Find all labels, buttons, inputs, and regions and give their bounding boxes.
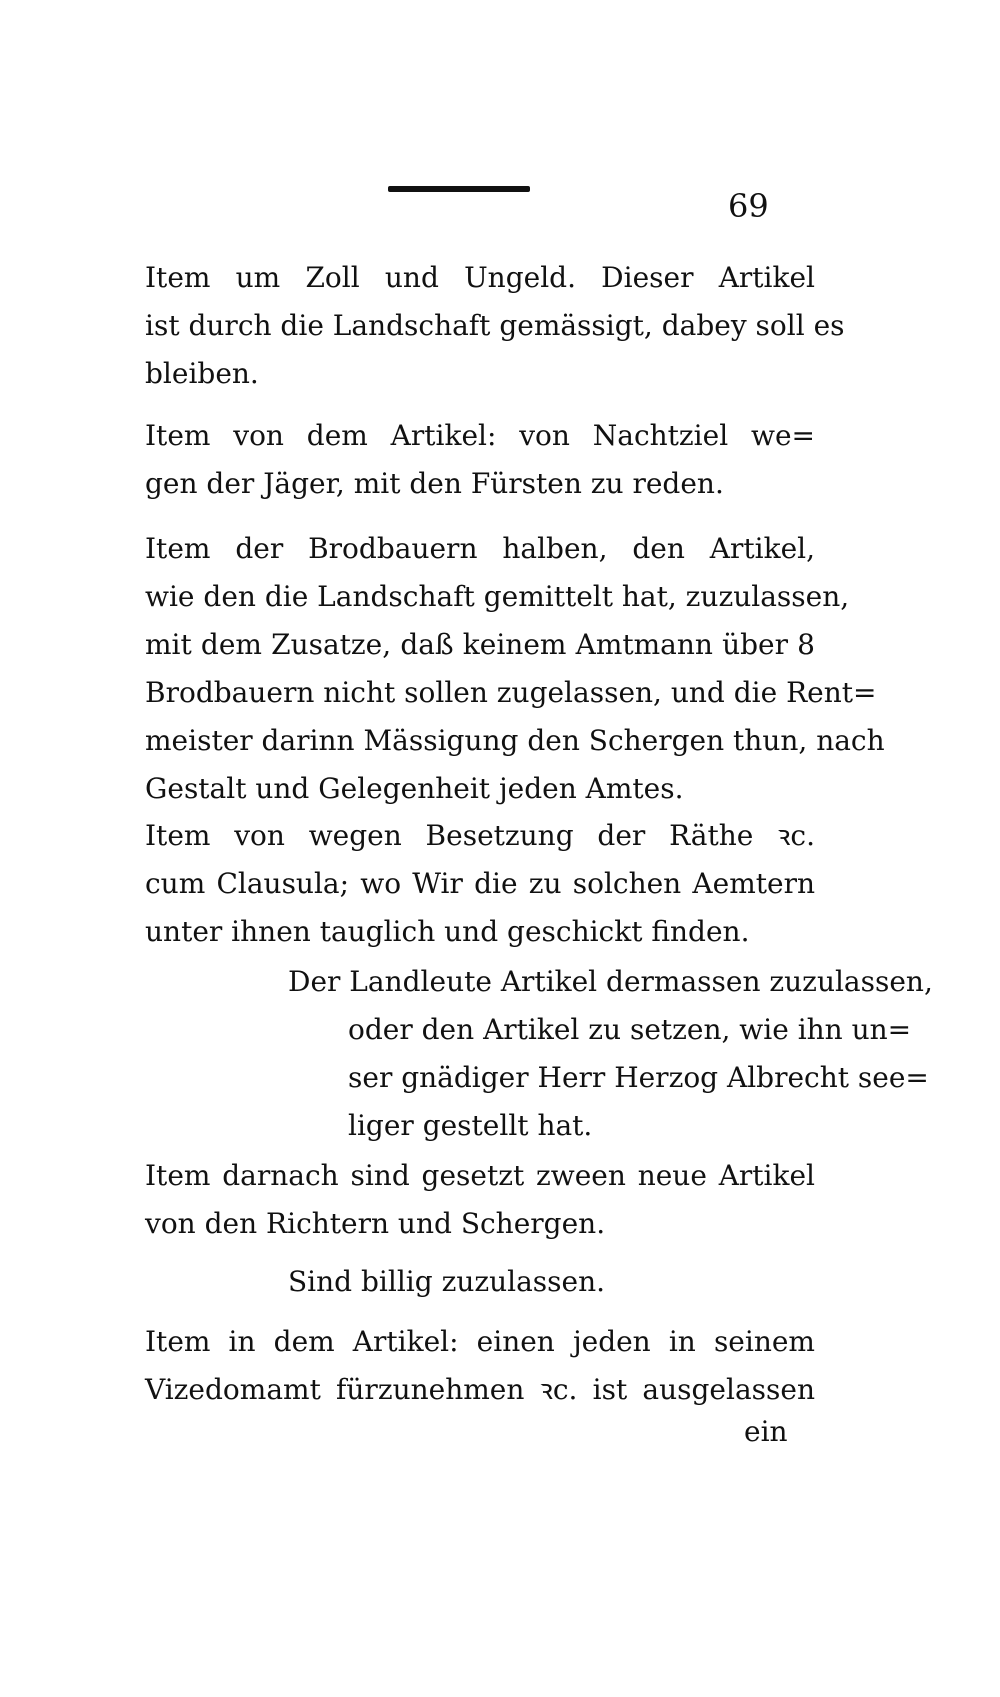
text-line: Gestalt und Gelegenheit jeden Amtes. <box>145 772 684 805</box>
text-line: mit dem Zusatze, daß keinem Amtmann über 8 <box>145 628 815 661</box>
text-line: cum Clausula; wo Wir die zu solchen Aemtern <box>145 867 815 900</box>
paragraph-brodbauern <box>145 525 885 813</box>
text-line: Item von wegen Besetzung der Räthe ꝛc. <box>145 819 815 852</box>
text-line: meister darinn Mässigung den Schergen thun, nach <box>145 724 885 757</box>
catchword: ein <box>744 1415 788 1448</box>
text-line: von den Richtern und Schergen. <box>145 1207 606 1240</box>
text-line: wie den die Landschaft gemittelt hat, zuzulassen, <box>145 580 850 613</box>
page-number: 69 <box>728 187 769 225</box>
text-line: Der Landleute Artikel dermassen zuzulassen, <box>288 965 933 998</box>
text-line: gen der Jäger, mit den Fürsten zu reden. <box>145 467 724 500</box>
paragraph-zoll-ungeld <box>145 254 845 398</box>
paragraph-besetzung-raethe <box>145 812 815 956</box>
text-line: ist durch die Landschaft gemässigt, dabey soll es <box>145 309 845 342</box>
text-line: liger gestellt hat. <box>348 1109 593 1142</box>
text-line: Item in dem Artikel: einen jeden in seinem <box>145 1325 815 1358</box>
text-line: Sind billig zuzulassen. <box>288 1265 606 1298</box>
paragraph-vizedomamt <box>145 1318 815 1414</box>
paragraph-billig-reply <box>288 1258 815 1306</box>
text-line: Item um Zoll und Ungeld. Dieser Artikel <box>145 261 815 294</box>
text-line: bleiben. <box>145 357 259 390</box>
paragraph-landleute-reply <box>288 958 933 1150</box>
text-line: oder den Artikel zu setzen, wie ihn un= <box>348 1013 912 1046</box>
text-line: Item darnach sind gesetzt zween neue Artikel <box>145 1159 815 1192</box>
paragraph-richtern-schergen <box>145 1152 815 1248</box>
header-rule <box>388 186 530 192</box>
text-line: Brodbauern nicht sollen zugelassen, und die Rent= <box>145 676 877 709</box>
text-line: unter ihnen tauglich und geschickt finden. <box>145 915 750 948</box>
text-line: Vizedomamt fürzunehmen ꝛc. ist ausgelassen <box>145 1373 815 1406</box>
text-line: Item von dem Artikel: von Nachtziel we= <box>145 419 815 452</box>
text-line: Item der Brodbauern halben, den Artikel, <box>145 532 815 565</box>
text-line: ser gnädiger Herr Herzog Albrecht see= <box>348 1061 929 1094</box>
paragraph-nachtziel <box>145 412 815 508</box>
